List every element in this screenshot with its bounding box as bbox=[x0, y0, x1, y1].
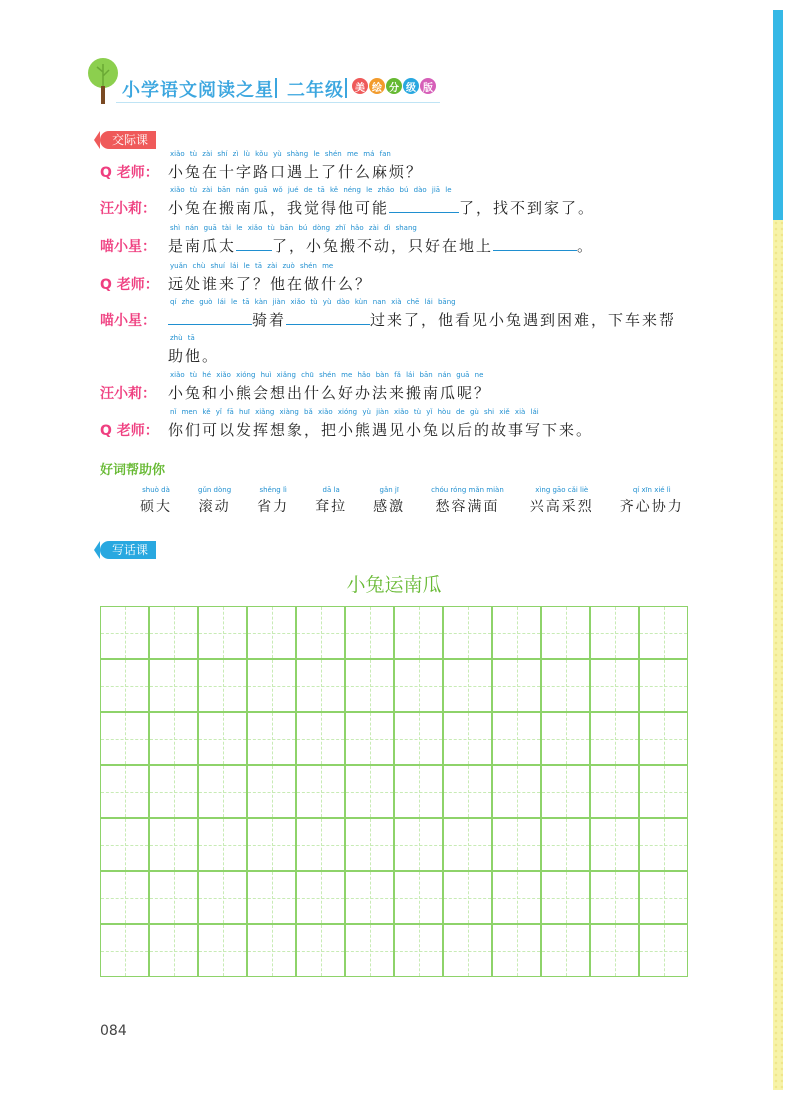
grid-cell[interactable] bbox=[639, 659, 688, 712]
speaker-label: Q 老师： bbox=[100, 423, 159, 439]
fill-in-blank[interactable] bbox=[236, 238, 272, 251]
grid-cell[interactable] bbox=[541, 818, 590, 871]
grid-cell[interactable] bbox=[345, 924, 394, 977]
grid-cell[interactable] bbox=[345, 659, 394, 712]
grid-cell[interactable] bbox=[443, 871, 492, 924]
dialogue-text bbox=[168, 161, 423, 182]
grid-cell[interactable] bbox=[443, 765, 492, 818]
dialogue-text bbox=[168, 309, 676, 330]
grid-cell[interactable] bbox=[247, 871, 296, 924]
pinyin-annotation: xiǎo tù hé xiǎo xióng huì xiǎng chū shén me hǎo bàn fǎ lái bān nán guā ne bbox=[170, 371, 484, 379]
pinyin-annotation: xiǎo tù zài bān nán guā wǒ jué de tā kě néng le zhǎo bú dào jiā le bbox=[170, 186, 452, 194]
dialogue-text bbox=[168, 345, 219, 366]
speaker-label: 汪小莉： bbox=[100, 201, 156, 217]
word-pinyin: dā la bbox=[322, 486, 340, 494]
grid-cell[interactable] bbox=[345, 712, 394, 765]
header-divider bbox=[275, 78, 277, 98]
speaker-label: 喵小星： bbox=[100, 239, 156, 255]
grid-cell[interactable] bbox=[639, 924, 688, 977]
speaker-label: 汪小莉： bbox=[100, 386, 156, 402]
grid-cell[interactable] bbox=[394, 712, 443, 765]
grid-cell[interactable] bbox=[443, 712, 492, 765]
dialogue-text bbox=[168, 382, 491, 403]
grid-row bbox=[100, 659, 688, 712]
grid-cell[interactable] bbox=[198, 871, 247, 924]
grid-row bbox=[100, 818, 688, 871]
grid-cell[interactable] bbox=[100, 712, 149, 765]
edge-dotted-bar bbox=[773, 220, 783, 1090]
grid-row bbox=[100, 924, 688, 977]
grid-cell[interactable] bbox=[394, 871, 443, 924]
grid-cell[interactable] bbox=[247, 765, 296, 818]
grid-cell[interactable] bbox=[149, 924, 198, 977]
grid-cell[interactable] bbox=[541, 712, 590, 765]
writing-grid[interactable] bbox=[100, 606, 688, 977]
word-text: 兴高采烈 bbox=[529, 499, 594, 515]
grid-cell[interactable] bbox=[296, 659, 345, 712]
grade-label: 二年级 bbox=[287, 80, 344, 101]
grid-cell[interactable] bbox=[541, 606, 590, 659]
pinyin-annotation: shì nán guā tài le xiǎo tù bān bú dòng zhǐ hǎo zài dì shang bbox=[170, 224, 417, 232]
grid-cell[interactable] bbox=[345, 818, 394, 871]
fill-in-blank[interactable] bbox=[286, 312, 370, 325]
word-text: 硕大 bbox=[140, 499, 172, 515]
edition-char: 分 bbox=[386, 78, 402, 94]
dialogue-text bbox=[168, 273, 372, 294]
word-pinyin: shuò dà bbox=[142, 486, 170, 494]
text-segment: 了，小兔搬不动，只好在地上 bbox=[272, 237, 494, 255]
pinyin-annotation: nǐ men kě yǐ fā huī xiǎng xiàng bǎ xiǎo xióng yù jiàn xiǎo tù yǐ hòu de gù shi xiě xià lái bbox=[170, 408, 539, 416]
grid-cell[interactable] bbox=[198, 659, 247, 712]
grid-cell[interactable] bbox=[345, 765, 394, 818]
word-pinyin: xìng gāo cǎi liè bbox=[535, 486, 589, 494]
edition-char: 美 bbox=[352, 78, 368, 94]
speaker-label: Q 老师： bbox=[100, 165, 159, 181]
grid-cell[interactable] bbox=[541, 659, 590, 712]
grid-cell[interactable] bbox=[492, 659, 541, 712]
grid-row bbox=[100, 871, 688, 924]
grid-cell[interactable] bbox=[443, 818, 492, 871]
grid-cell[interactable] bbox=[443, 606, 492, 659]
grid-cell[interactable] bbox=[198, 818, 247, 871]
grid-cell[interactable] bbox=[198, 765, 247, 818]
grid-cell[interactable] bbox=[541, 924, 590, 977]
text-segment: 小兔在十字路口遇上了什么麻烦？ bbox=[168, 163, 424, 181]
grid-cell[interactable] bbox=[492, 924, 541, 977]
pinyin-annotation: zhù tā bbox=[170, 334, 195, 342]
word-text: 耷拉 bbox=[315, 499, 348, 515]
grid-cell[interactable] bbox=[247, 606, 296, 659]
grid-cell[interactable] bbox=[198, 606, 247, 659]
text-segment: 远处谁来了？他在做什么？ bbox=[168, 275, 373, 293]
word-text: 愁容满面 bbox=[435, 499, 500, 515]
header-divider bbox=[345, 78, 347, 98]
good-word bbox=[530, 486, 594, 516]
grid-cell[interactable] bbox=[492, 606, 541, 659]
word-pinyin: shěng lì bbox=[259, 486, 287, 494]
grid-cell[interactable] bbox=[492, 712, 541, 765]
grid-cell[interactable] bbox=[639, 765, 688, 818]
edition-char: 绘 bbox=[369, 78, 385, 94]
word-text: 齐心协力 bbox=[619, 499, 684, 515]
pinyin-annotation: yuǎn chù shuí lái le tā zài zuò shén me bbox=[170, 262, 334, 270]
grid-cell[interactable] bbox=[149, 765, 198, 818]
fill-in-blank[interactable] bbox=[168, 312, 252, 325]
grid-cell[interactable] bbox=[639, 606, 688, 659]
good-words-title: 好词帮助你 bbox=[100, 463, 166, 478]
edition-char: 级 bbox=[403, 78, 419, 94]
section-tag-communication: 交际课 bbox=[100, 131, 156, 149]
text-segment: 小兔和小熊会想出什么好办法来搬南瓜呢？ bbox=[168, 384, 492, 402]
text-segment: 你们可以发挥想象，把小熊遇见小兔以后的故事写下来。 bbox=[168, 421, 594, 439]
pinyin-annotation: xiǎo tù zài shí zì lù kǒu yù shàng le shén me má fan bbox=[170, 150, 391, 158]
grid-cell[interactable] bbox=[394, 818, 443, 871]
edition-char: 版 bbox=[420, 78, 436, 94]
grid-cell[interactable] bbox=[149, 871, 198, 924]
grid-cell[interactable] bbox=[590, 606, 639, 659]
grid-cell[interactable] bbox=[296, 606, 345, 659]
grid-cell[interactable] bbox=[296, 765, 345, 818]
grid-cell[interactable] bbox=[590, 818, 639, 871]
grid-row bbox=[100, 606, 688, 659]
grid-row bbox=[100, 712, 688, 765]
pinyin-annotation: qí zhe guò lái le tā kàn jiàn xiǎo tù yù dào kùn nan xià chē lái bāng bbox=[170, 298, 456, 306]
good-word bbox=[257, 486, 289, 516]
grid-row bbox=[100, 765, 688, 818]
grid-cell[interactable] bbox=[590, 924, 639, 977]
grid-cell[interactable] bbox=[541, 871, 590, 924]
dialogue-text bbox=[168, 197, 595, 218]
grid-cell[interactable] bbox=[296, 712, 345, 765]
grid-cell[interactable] bbox=[394, 606, 443, 659]
grid-cell[interactable] bbox=[149, 606, 198, 659]
grid-cell[interactable] bbox=[541, 765, 590, 818]
composition-title: 小兔运南瓜 bbox=[346, 574, 442, 596]
grid-cell[interactable] bbox=[198, 712, 247, 765]
word-pinyin: gǎn jī bbox=[379, 486, 399, 494]
text-segment: 是南瓜太 bbox=[168, 237, 237, 255]
grid-cell[interactable] bbox=[639, 818, 688, 871]
word-pinyin: gǔn dòng bbox=[198, 486, 232, 494]
speaker-label: Q 老师： bbox=[100, 277, 159, 293]
grid-cell[interactable] bbox=[492, 765, 541, 818]
header-underline bbox=[116, 102, 440, 103]
page-number: 084 bbox=[100, 1023, 127, 1039]
word-pinyin: qí xīn xié lì bbox=[632, 486, 671, 494]
text-segment: 。 bbox=[577, 237, 595, 255]
grid-cell[interactable] bbox=[394, 765, 443, 818]
grid-cell[interactable] bbox=[443, 924, 492, 977]
grid-cell[interactable] bbox=[100, 818, 149, 871]
grid-cell[interactable] bbox=[492, 818, 541, 871]
grid-cell[interactable] bbox=[394, 659, 443, 712]
word-text: 滚动 bbox=[198, 499, 231, 515]
edition-badge bbox=[352, 78, 436, 94]
grid-cell[interactable] bbox=[100, 871, 149, 924]
grid-cell[interactable] bbox=[345, 871, 394, 924]
fill-in-blank[interactable] bbox=[493, 238, 577, 251]
section-tag-writing: 写话课 bbox=[100, 541, 156, 559]
grid-cell[interactable] bbox=[149, 818, 198, 871]
grid-cell[interactable] bbox=[100, 659, 149, 712]
dialogue-text bbox=[168, 419, 593, 440]
text-segment: 了，找不到家了。 bbox=[459, 199, 596, 217]
tree-icon bbox=[86, 56, 120, 106]
text-segment: 骑着 bbox=[252, 311, 287, 329]
grid-cell[interactable] bbox=[296, 924, 345, 977]
grid-cell[interactable] bbox=[296, 818, 345, 871]
grid-cell[interactable] bbox=[590, 659, 639, 712]
book-title: 小学语文阅读之星 bbox=[122, 80, 274, 101]
edge-color-bar bbox=[773, 10, 783, 220]
grid-cell[interactable] bbox=[443, 659, 492, 712]
good-word bbox=[373, 486, 405, 516]
fill-in-blank[interactable] bbox=[389, 200, 459, 213]
word-text: 感激 bbox=[373, 499, 406, 515]
good-word bbox=[620, 486, 684, 516]
grid-cell[interactable] bbox=[149, 712, 198, 765]
grid-cell[interactable] bbox=[345, 606, 394, 659]
grid-cell[interactable] bbox=[100, 606, 149, 659]
grid-cell[interactable] bbox=[100, 924, 149, 977]
dialogue-text bbox=[168, 235, 594, 256]
grid-cell[interactable] bbox=[247, 924, 296, 977]
word-pinyin: chóu róng mǎn miàn bbox=[431, 486, 504, 494]
grid-cell[interactable] bbox=[590, 871, 639, 924]
good-word bbox=[140, 486, 172, 516]
grid-cell[interactable] bbox=[590, 712, 639, 765]
text-segment: 过来了，他看见小兔遇到困难，下车来帮 bbox=[370, 311, 677, 329]
grid-cell[interactable] bbox=[198, 924, 247, 977]
grid-cell[interactable] bbox=[247, 659, 296, 712]
grid-cell[interactable] bbox=[100, 765, 149, 818]
grid-cell[interactable] bbox=[590, 765, 639, 818]
good-word bbox=[315, 486, 347, 516]
text-segment: 助他。 bbox=[168, 347, 220, 365]
speaker-label: 喵小星： bbox=[100, 313, 156, 329]
good-words-list bbox=[140, 486, 684, 516]
grid-cell[interactable] bbox=[296, 871, 345, 924]
grid-cell[interactable] bbox=[394, 924, 443, 977]
grid-cell[interactable] bbox=[247, 712, 296, 765]
grid-cell[interactable] bbox=[247, 818, 296, 871]
text-segment: 小兔在搬南瓜，我觉得他可能 bbox=[168, 199, 390, 217]
word-text: 省力 bbox=[257, 499, 290, 515]
grid-cell[interactable] bbox=[639, 871, 688, 924]
good-word bbox=[431, 486, 504, 516]
grid-cell[interactable] bbox=[492, 871, 541, 924]
good-word bbox=[198, 486, 231, 516]
grid-cell[interactable] bbox=[149, 659, 198, 712]
grid-cell[interactable] bbox=[639, 712, 688, 765]
